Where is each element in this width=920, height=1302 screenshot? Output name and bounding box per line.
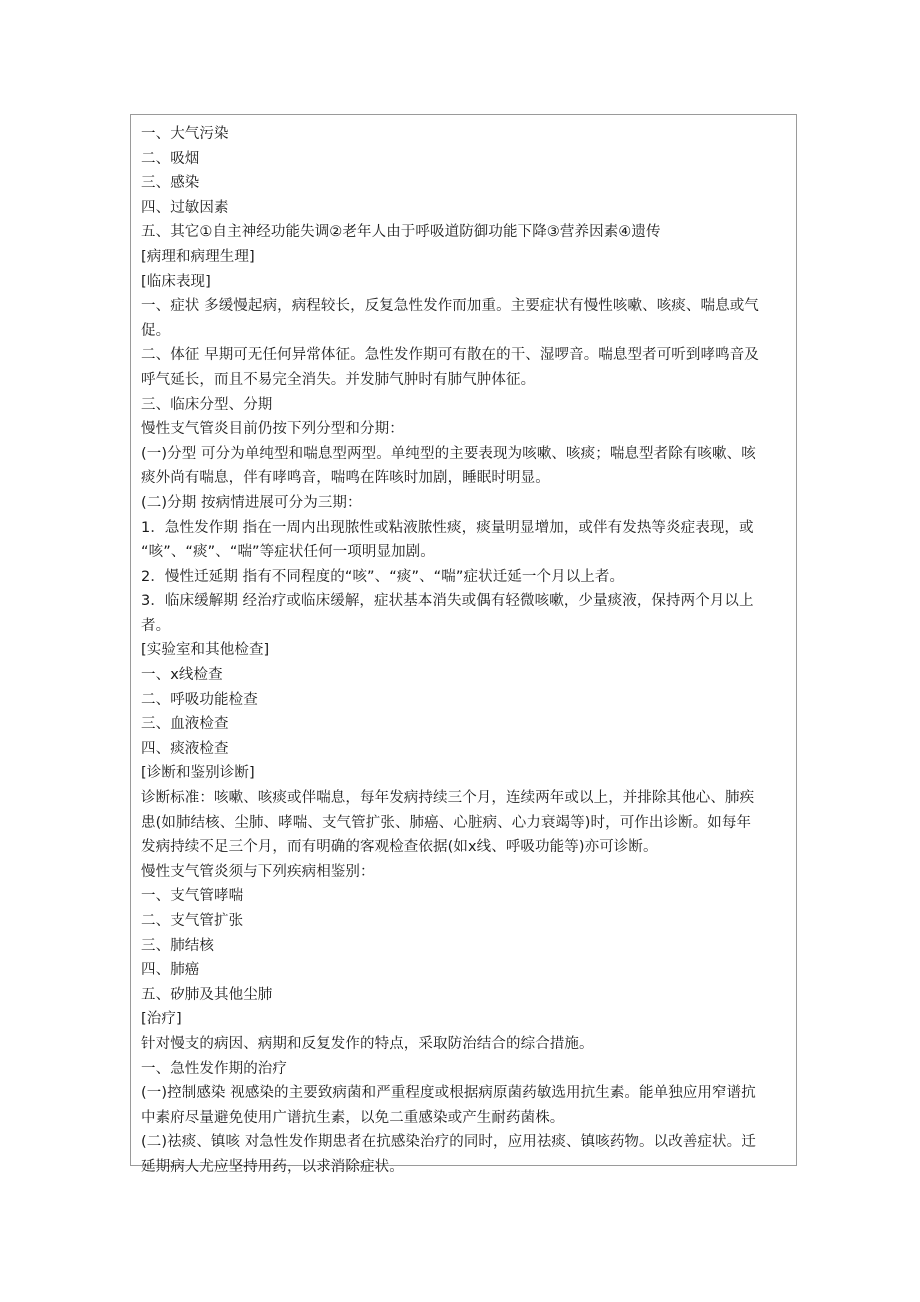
text-line: 一、大气污染 [141,126,229,142]
text-line: 中素府尽量避免使用广谱抗生素，以免二重感染或产生耐药菌株。 [141,1109,565,1126]
text-line: 呼气延长，而且不易完全消失。并发肺气肿时有肺气肿体征。 [141,371,536,388]
text-line: (二)祛痰、镇咳 对急性发作期患者在抗感染治疗的同时，应用祛痰、镇咳药物。以改善症状。迁 [141,1134,756,1151]
text-line: 四、过敏因素 [141,199,229,216]
text-line: 三、肺结核 [141,937,214,954]
text-line: 发病持续不足三个月，而有明确的客观检查依据(如x线、呼吸功能等)亦可诊断。 [141,839,658,856]
text-line: (二)分期 按病情进展可分为三期： [141,494,362,511]
text-line: 二、支气管扩张 [141,913,244,929]
text-line: 二、呼吸功能检查 [141,691,258,708]
text-line: “咳”、“痰”、“喘”等症状任何一项明显加剧。 [141,544,435,561]
section-heading: [病理和病理生理] [141,248,255,265]
document-frame [130,114,797,1175]
text-line: 一、x线检查 [141,667,223,684]
text-line: 一、症状 多缓慢起病，病程较长，反复急性发作而加重。主要症状有慢性咳嗽、咳痰、喘息或气 [141,298,759,315]
section-heading: [实验室和其他检查] [141,642,270,659]
section-heading: [治疗] [141,1011,182,1028]
text-line: (一)分型 可分为单纯型和喘息型两型。单纯型的主要表现为咳嗽、咳痰；喘息型者除有咳嗽、咳 [141,445,756,462]
text-line: 三、血液检查 [141,716,229,733]
text-line: (一)控制感染 视感染的主要致病菌和严重程度或根据病原菌药敏选用抗生素。能单独应用窄谱抗 [141,1085,756,1102]
text-line: 慢性支气管炎须与下列疾病相鉴别： [141,863,375,880]
text-line: 者。 [141,617,171,634]
text-line: 三、感染 [141,175,200,192]
section-heading: [临床表现] [141,273,211,290]
document-body [141,122,796,1180]
text-line: 促。 [141,322,171,339]
text-line: 一、支气管哮喘 [141,888,244,905]
text-line: 二、体征 早期可无任何异常体征。急性发作期可有散在的干、湿啰音。喘息型者可听到哮鸣音及 [141,347,759,364]
text-line: 三、临床分型、分期 [141,396,273,413]
text-line: 四、肺癌 [141,962,200,979]
text-line: 五、矽肺及其他尘肺 [141,986,273,1003]
text-line: 延期病人尤应坚持用药，以求消除症状。 [141,1158,404,1175]
text-line: 3．临床缓解期 经治疗或临床缓解，症状基本消失或偶有轻微咳嗽，少量痰液，保持两个月以上 [141,593,754,610]
text-line: 四、痰液检查 [141,740,229,757]
text-line: 痰外尚有喘息，伴有哮鸣音，喘鸣在阵咳时加剧，睡眠时明显。 [141,470,550,487]
text-line: 患(如肺结核、尘肺、哮喘、支气管扩张、肺癌、心脏病、心力衰竭等)时，可作出诊断。如每年 [141,814,752,831]
text-line: 慢性支气管炎目前仍按下列分型和分期： [141,421,404,438]
text-line: 2．慢性迁延期 指有不同程度的“咳”、“痰”、“喘”症状迁延一个月以上者。 [141,568,625,585]
text-line: 二、吸烟 [141,150,200,167]
section-heading: [诊断和鉴别诊断] [141,765,255,782]
text-line: 一、急性发作期的治疗 [141,1060,287,1077]
text-line: 针对慢支的病因、病期和反复发作的特点，采取防治结合的综合措施。 [141,1035,594,1052]
text-line: 诊断标准：咳嗽、咳痰或伴喘息，每年发病持续三个月，连续两年或以上，并排除其他心、肺疾 [141,790,755,807]
text-line: 1．急性发作期 指在一周内出现脓性或粘液脓性痰，痰量明显增加，或伴有发热等炎症表现，或 [141,519,754,536]
text-line: 五、其它①自主神经功能失调②老年人由于呼吸道防御功能下降③营养因素④遗传 [141,224,661,241]
